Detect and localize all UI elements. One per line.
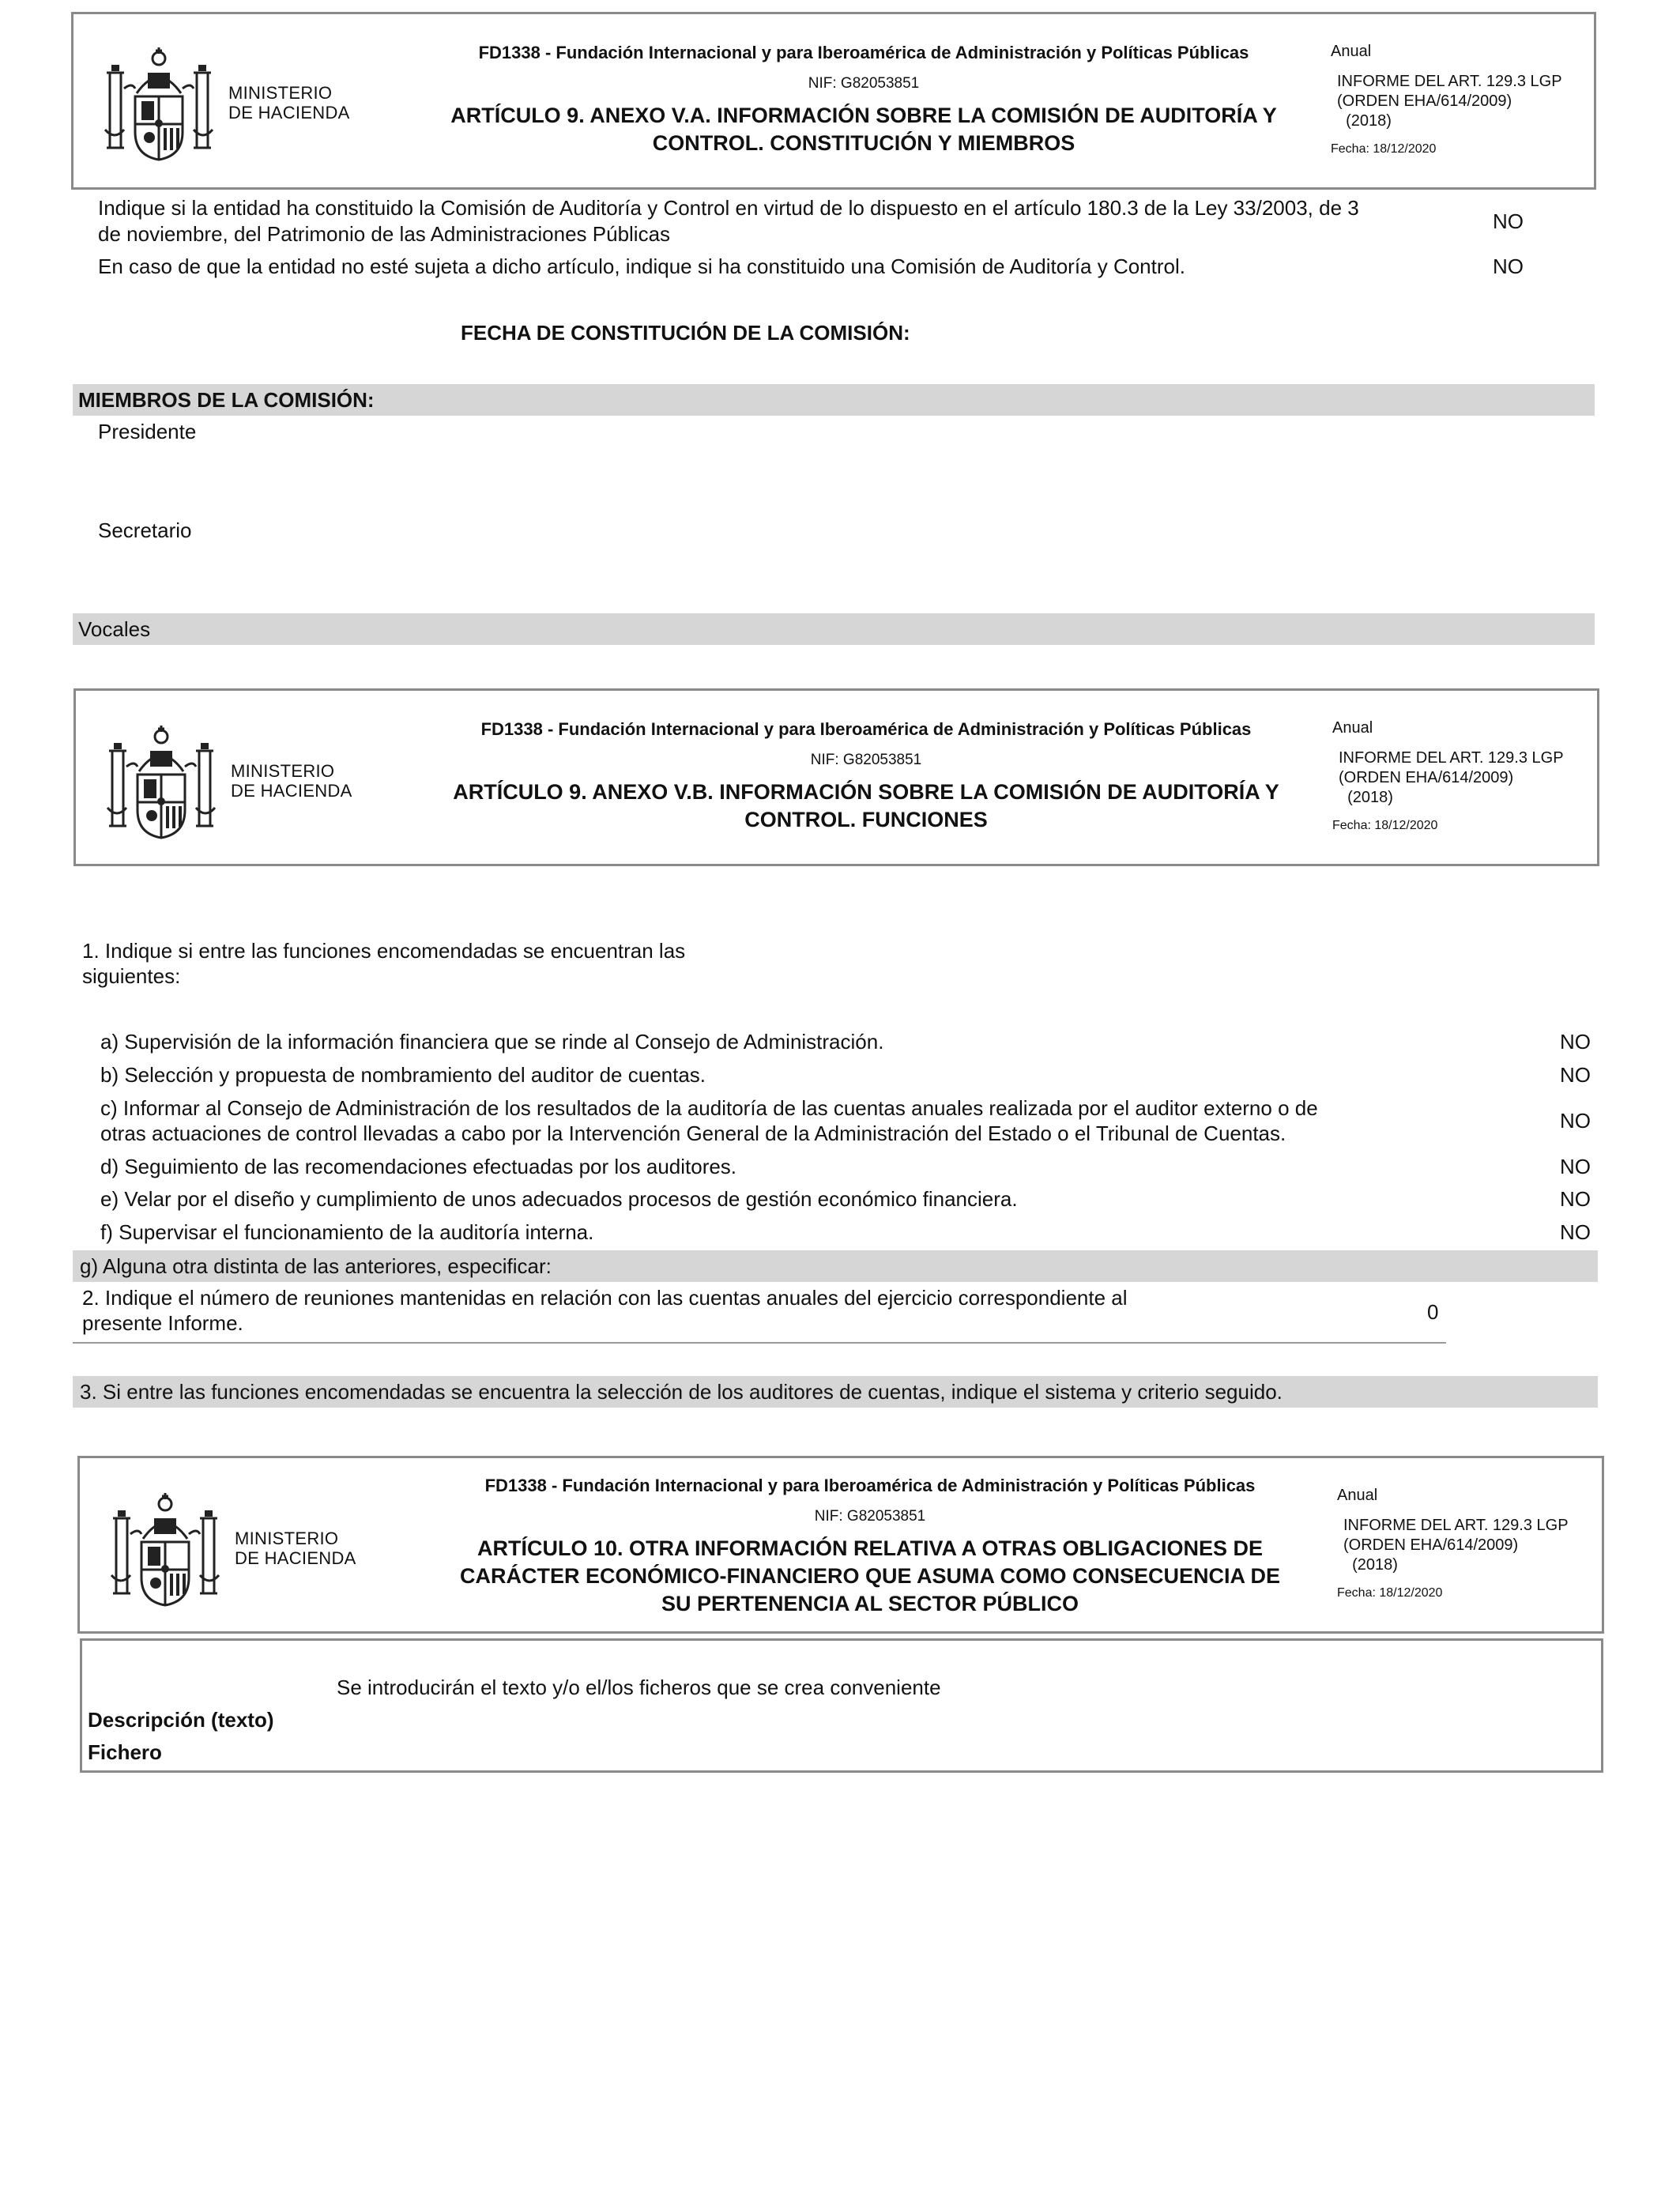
descripcion-label: Descripción (texto) <box>88 1708 274 1732</box>
reuniones-question-line-2: presente Informe. <box>82 1311 243 1335</box>
q2-text: En caso de que la entidad no esté sujeta a dicho artículo, indique si ha constituido una Comisión de Auditoría y Control. <box>98 254 1185 278</box>
logo-line-2: DE HACIENDA <box>235 1547 356 1568</box>
header-box-anexo-va <box>71 12 1596 190</box>
reuniones-rule <box>73 1342 1446 1344</box>
period: Anual <box>1331 43 1372 60</box>
informe-reference: INFORME DEL ART. 129.3 LGP (ORDEN EHA/614/2009) (2018) <box>1343 1517 1569 1574</box>
ministerio-logo <box>110 1487 356 1609</box>
informe-reference: INFORME DEL ART. 129.3 LGP (ORDEN EHA/614/2009) (2018) <box>1339 749 1564 806</box>
criterio-question: 3. Si entre las funciones encomendadas se encuentra la selección de los auditores de cuentas, indique el sistema y criterio seguido. <box>80 1380 1283 1404</box>
logo-line-1: MINISTERIO <box>231 760 335 781</box>
logo-line-1: MINISTERIO <box>228 82 333 103</box>
function-item-c-line-1: c) Informar al Consejo de Administración de los resultados de la auditoría de las cuentas anuales realizada por el auditor externo o de <box>100 1096 1318 1120</box>
entity-name: FD1338 - Fundación Internacional y para Iberoamérica de Administración y Políticas Públicas <box>484 1476 1256 1495</box>
reuniones-answer: 0 <box>1427 1300 1439 1324</box>
reuniones-question-line-1: 2. Indique el número de reuniones mantenidas en relación con las cuentas anuales del ejercicio correspondiente al <box>82 1286 1128 1310</box>
function-item-d: d) Seguimiento de las recomendaciones efectuadas por los auditores. <box>100 1155 737 1178</box>
article-title: ARTÍCULO 9. ANEXO V.B. INFORMACIÓN SOBRE LA COMISIÓN DE AUDITORÍA Y CONTROL. FUNCIONES <box>453 780 1279 831</box>
function-item-a-answer: NO <box>1560 1030 1591 1054</box>
article-title: ARTÍCULO 10. OTRA INFORMACIÓN RELATIVA A OTRAS OBLIGACIONES DE CARÁCTER ECONÓMICO-FINANCIERO QUE ASUMA COMO CONSECUENCIA DE SU PERTENENCIA AL SECTOR PÚBLICO <box>459 1536 1280 1615</box>
logo-line-2: DE HACIENDA <box>231 780 352 801</box>
function-item-c-line-2: otras actuaciones de control llevadas a cabo por la Intervención General de la Administración del Estado o el Tribunal de Cuentas. <box>100 1122 1286 1145</box>
function-item-g: g) Alguna otra distinta de las anteriores, especificar: <box>80 1254 552 1278</box>
descripcion-box <box>80 1638 1603 1773</box>
functions-intro-line-1: 1. Indique si entre las funciones encomendadas se encuentran las <box>82 939 686 963</box>
function-item-d-answer: NO <box>1560 1155 1591 1178</box>
informe-reference: INFORME DEL ART. 129.3 LGP (ORDEN EHA/614/2009) (2018) <box>1337 73 1562 130</box>
report-date: Fecha: 18/12/2020 <box>1331 142 1437 156</box>
descripcion-note: Se introducirán el texto y/o el/los ficheros que se crea conveniente <box>337 1676 941 1699</box>
report-date: Fecha: 18/12/2020 <box>1332 819 1438 832</box>
function-item-e-answer: NO <box>1560 1187 1591 1211</box>
secretario-label: Secretario <box>98 518 192 542</box>
vocales-bar <box>73 613 1595 645</box>
report-date: Fecha: 18/12/2020 <box>1337 1586 1443 1600</box>
miembros-label: MIEMBROS DE LA COMISIÓN: <box>78 388 375 412</box>
entity-name: FD1338 - Fundación Internacional y para Iberoamérica de Administración y Políticas Públicas <box>480 719 1252 739</box>
header-box-articulo-10 <box>77 1456 1604 1634</box>
q1-line-2: de noviembre, del Patrimonio de las Administraciones Públicas <box>98 222 671 246</box>
functions-intro-line-2: siguientes: <box>82 964 181 988</box>
function-item-b: b) Selección y propuesta de nombramiento del auditor de cuentas. <box>100 1063 706 1087</box>
q1-line-1: Indique si la entidad ha constituido la Comisión de Auditoría y Control en virtud de lo dispuesto en el artículo 180.3 de la Ley 33/2003, de 3 <box>98 196 1359 220</box>
period: Anual <box>1337 1487 1378 1504</box>
nif: NIF: G82053851 <box>810 752 922 768</box>
logo-line-1: MINISTERIO <box>235 1528 339 1548</box>
article-title: ARTÍCULO 9. ANEXO V.A. INFORMACIÓN SOBRE LA COMISIÓN DE AUDITORÍA Y CONTROL. CONSTITUCIÓN Y MIEMBROS <box>450 104 1277 155</box>
nif: NIF: G82053851 <box>814 1508 926 1525</box>
ministerio-logo-text <box>235 1529 356 1568</box>
coat-of-arms-icon <box>106 719 217 842</box>
ministerio-logo-text <box>228 83 350 123</box>
coat-of-arms-icon <box>110 1487 220 1609</box>
function-item-f: f) Supervisar el funcionamiento de la auditoría interna. <box>100 1220 594 1244</box>
function-item-e: e) Velar por el diseño y cumplimiento de unos adecuados procesos de gestión económico financiera. <box>100 1187 1018 1211</box>
function-item-a: a) Supervisión de la información financiera que se rinde al Consejo de Administración. <box>100 1030 884 1054</box>
fecha-constitucion-label: FECHA DE CONSTITUCIÓN DE LA COMISIÓN: <box>461 321 910 345</box>
function-item-f-answer: NO <box>1560 1220 1591 1244</box>
nif: NIF: G82053851 <box>808 75 920 92</box>
ministerio-logo <box>104 41 350 164</box>
vocales-label: Vocales <box>78 617 151 641</box>
presidente-label: Presidente <box>98 420 197 443</box>
ministerio-logo <box>106 719 352 842</box>
period: Anual <box>1332 719 1373 737</box>
header-box-anexo-vb <box>73 688 1599 866</box>
coat-of-arms-icon <box>104 41 214 164</box>
function-item-c-answer: NO <box>1560 1109 1591 1133</box>
fichero-label: Fichero <box>88 1740 162 1764</box>
q1-answer: NO <box>1493 209 1524 233</box>
logo-line-2: DE HACIENDA <box>228 102 350 123</box>
q2-answer: NO <box>1493 254 1524 278</box>
ministerio-logo-text <box>231 761 352 801</box>
function-item-b-answer: NO <box>1560 1063 1591 1087</box>
entity-name: FD1338 - Fundación Internacional y para Iberoamérica de Administración y Políticas Públicas <box>478 43 1249 62</box>
